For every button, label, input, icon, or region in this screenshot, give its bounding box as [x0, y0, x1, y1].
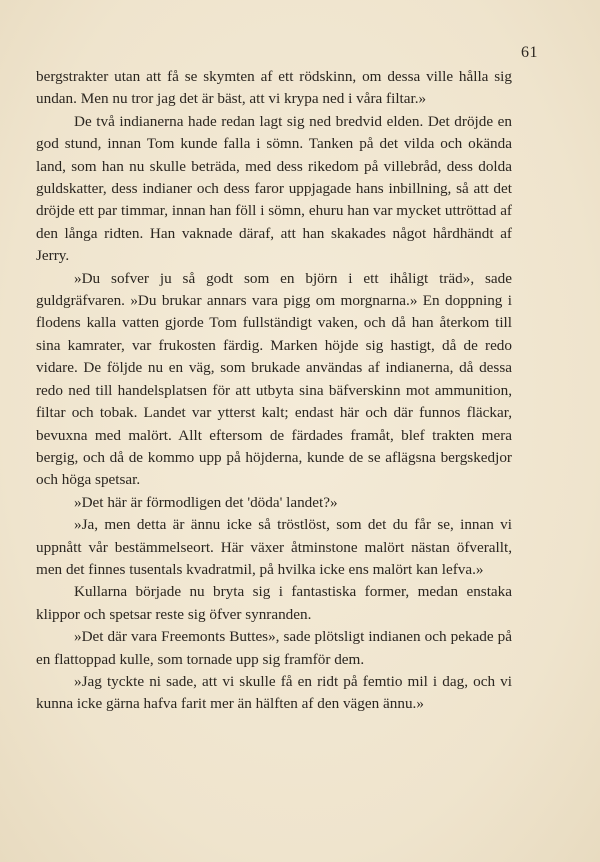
paragraph: »Det där vara Freemonts Buttes», sade plötsligt indianen och pekade på en flattoppad kulle, som tornade upp sig framför dem.: [36, 628, 512, 668]
paragraph: bergstrakter utan att få se skymten af ett rödskinn, om dessa ville hålla sig undan. Men nu tror jag det är bäst, att vi krypa ned i våra filtar.»: [36, 68, 512, 108]
body-text: [36, 66, 512, 716]
paragraph: Kullarna började nu bryta sig i fantastiska former, medan enstaka klippor och spetsar reste sig öfver synranden.: [36, 583, 512, 623]
page-number: 61: [521, 44, 538, 61]
paragraph: »Det här är förmodligen det 'döda' landet?»: [74, 493, 338, 511]
paragraph: De två indianerna hade redan lagt sig ned bredvid elden. Det dröjde en god stund, innan Tom kunde falla i sömn. Tanken på det vilda och okända land, som han nu skulle beträda, med dess rikedom på villebråd, dess dolda guldskatter, dess indianer och dess faror uppjagade hans inbillning, så att det dröjde ett par timmar, innan han föll i sömn, ehuru han var mycket uttröttad af den långa ridten. Han vaknade däraf, att han skakades något hårdhändt af Jerry.: [36, 112, 512, 265]
paragraph: »Jag tyckte ni sade, att vi skulle få en ridt på femtio mil i dag, och vi kunna icke gärna hafva farit mer än hälften af den vägen ännu.»: [36, 672, 512, 713]
paragraph: »Ja, men detta är ännu icke så tröstlöst, som det du får se, innan vi uppnått vår bestämmelseort. Här växer åtminstone malört nästan öfverallt, men det finnes tusentals kvadratmil, på hvilka icke ens malört kan lefva.»: [36, 516, 512, 578]
paragraph: »Du sofver ju så godt som en björn i ett ihåligt träd», sade guldgräfvaren. »Du brukar annars vara pigg om morgnarna.» En doppning i flodens kalla vatten gjorde Tom fullständigt vaken, och då han återkom till sina kamrater, var frukosten färdig. Marken höjde sig hastigt, då de redo vidare. De följde nu en väg, som brukade användas af indianerna, då dessa redo ned till handelsplatsen för att utbyta sina bäfverskinn mot ammunition, filtar och tobak. Landet var ytterst kalt; endast här och där funnos fläckar, bevuxna med malört. Allt eftersom de färdades framåt, blef trakten mera bergig, och då de kommo upp på höjderna, kunde de se aflägsna bergskedjor och höga spetsar.: [36, 269, 512, 489]
